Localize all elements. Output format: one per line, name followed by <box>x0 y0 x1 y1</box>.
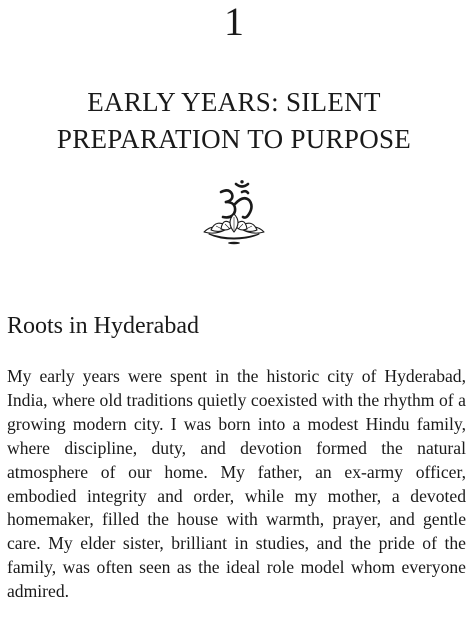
chapter-title-line-1: EARLY YEARS: SILENT <box>87 87 381 117</box>
section-heading: Roots in Hyderabad <box>7 313 199 339</box>
chapter-number: 1 <box>224 0 244 44</box>
chapter-title <box>20 84 448 158</box>
chapter-title-line-2: PREPARATION TO PURPOSE <box>56 124 412 154</box>
om-lotus-icon <box>199 180 269 246</box>
body-paragraph: My early years were spent in the historic city of Hyderabad, India, where old traditions quietly coexisted with the rhythm of a growing modern city. I was born into a modest Hindu family, where discipline, duty, and devotion formed the natural atmosphere of our home. My father, an ex-army officer, embodied integrity and order, while my mother, a devoted homemaker, filled the house with warmth, prayer, and gentle care. My elder sister, brilliant in studies, and the pride of the family, was often seen as the ideal role model whom everyone admired. <box>7 366 466 602</box>
